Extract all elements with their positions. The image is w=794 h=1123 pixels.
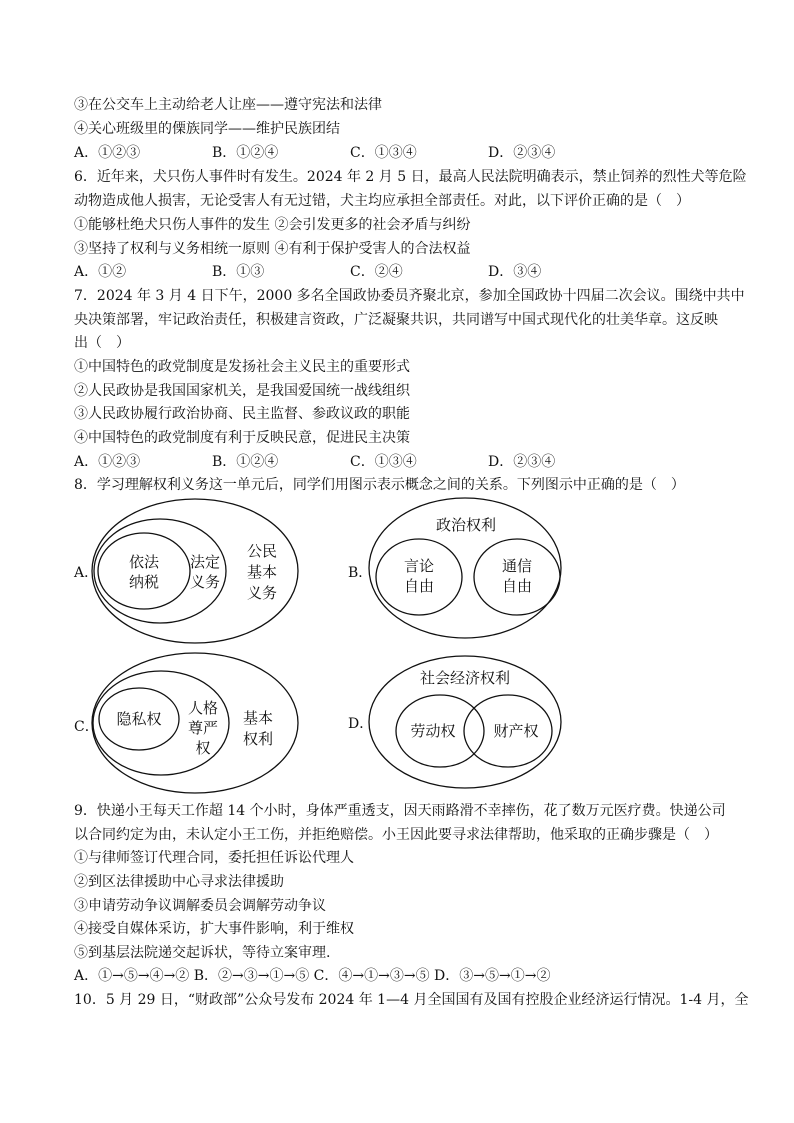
question-8-stem: 8．学习理解权利义务这一单元后，同学们用图示表示概念之间的关系。下列图示中正确的是（ ） — [74, 477, 685, 493]
diagram-c — [74, 653, 298, 793]
right-label: 通信 — [501, 557, 533, 575]
statement-line: ②人民政协是我国国家机关，是我国爱国统一战线组织 — [74, 383, 410, 399]
outer-label: 基本 — [246, 563, 278, 581]
middle-label: 法定 — [189, 553, 221, 571]
diagram-b-letter: B． — [348, 565, 373, 581]
statement-line: ③坚持了权利与义务相统一原则 ④有利于保护受害人的合法权益 — [74, 241, 471, 257]
outer-label: 基本 — [242, 709, 274, 727]
statement-line: ⑤到基层法院递交起诉状，等待立案审理. — [74, 945, 331, 961]
right-label: 自由 — [501, 577, 533, 595]
middle-label: 尊严 — [187, 719, 219, 737]
question-9-stem: 以合同约定为由，未认定小王工伤，并拒绝赔偿。小王因此要寻求法律帮助，他采取的正确步骤是（ ） — [74, 827, 718, 843]
question-6-stem: 6．近年来，犬只伤人事件时有发生。2024 年 2 月 5 日，最高人民法院明确表示，禁止饲养的烈性犬等危险 — [74, 169, 747, 185]
text-line: ③在公交车上主动给老人让座——遵守宪法和法律 — [74, 97, 382, 113]
question-7-stem: 出（ ） — [74, 335, 130, 351]
option-c: C．②④ — [350, 264, 403, 280]
outer-title: 政治权利 — [435, 516, 497, 534]
option-c: C．①③④ — [350, 454, 417, 470]
left-label: 自由 — [403, 577, 435, 595]
diagram-d — [348, 656, 561, 788]
diagram-b — [348, 498, 561, 638]
option-c: C．①③④ — [350, 145, 417, 161]
statement-line: ①与律师签订代理合同，委托担任诉讼代理人 — [74, 850, 354, 866]
option-b: B．①③ — [212, 264, 265, 280]
question-9-stem: 9．快递小王每天工作超 14 个小时，身体严重透支，因天雨路滑不幸摔伤，花了数万元医疗费。快递公司 — [74, 803, 726, 819]
middle-label: 义务 — [189, 573, 221, 591]
diagram-d-letter: D． — [348, 716, 374, 732]
diagram-a — [73, 499, 298, 643]
left-label: 劳动权 — [410, 722, 456, 740]
statement-line: ④接受自媒体采访，扩大事件影响，利于维权 — [74, 921, 354, 937]
text-line: ④关心班级里的傈族同学——维护民族团结 — [74, 121, 340, 137]
question-10-stem: 10．5 月 29 日，“财政部”公众号发布 2024 年 1—4 月全国国有及国有控股企业经济运行情况。1-4 月，全 — [74, 992, 749, 1008]
inner-ellipse — [98, 533, 190, 609]
question-6-stem: 动物造成他人损害，无论受害人有无过错，犬主均应承担全部责任。对此，以下评价正确的是（ ） — [74, 193, 690, 209]
statement-line: ③人民政协履行政治协商、民主监督、参政议政的职能 — [74, 406, 410, 422]
statement-line: ①中国特色的政党制度是发扬社会主义民主的重要形式 — [74, 359, 410, 375]
option-d: D．②③④ — [488, 454, 556, 470]
outer-label: 公民 — [246, 542, 278, 560]
outer-label: 义务 — [246, 584, 278, 602]
statement-line: ②到区法律援助中心寻求法律援助 — [74, 874, 284, 890]
statement-line: ①能够杜绝犬只伤人事件的发生 ②会引发更多的社会矛盾与纠纷 — [74, 217, 471, 233]
right-label: 财产权 — [493, 722, 539, 740]
option-d: D．③④ — [488, 264, 542, 280]
outer-label: 权利 — [242, 730, 274, 748]
option-b: B．①②④ — [212, 145, 279, 161]
diagram-c-letter: C． — [74, 719, 99, 735]
question-7-stem: 7．2024 年 3 月 4 日下午，2000 多名全国政协委员齐聚北京，参加全国政协十四届二次会议。围绕中共中 — [74, 288, 745, 304]
inner-label: 纳税 — [128, 573, 160, 591]
inner-label: 隐私权 — [116, 710, 162, 728]
outer-title: 社会经济权利 — [419, 669, 511, 687]
option-a: A．①②③ — [74, 454, 141, 470]
diagram-a-letter: A． — [74, 565, 99, 581]
statement-line: ④中国特色的政党制度有利于反映民意，促进民主决策 — [74, 430, 410, 446]
question-7-stem: 央决策部署，牢记政治责任，积极建言资政，广泛凝聚共识，共同谱写中国式现代化的壮美华章。这反映 — [74, 312, 718, 328]
left-label: 言论 — [403, 557, 435, 575]
inner-label: 依法 — [128, 553, 160, 571]
middle-label: 人格 — [187, 699, 219, 717]
option-a: A．①②③ — [74, 145, 141, 161]
option-d: D．②③④ — [488, 145, 556, 161]
option-a: A．①② — [74, 264, 127, 280]
option-b: B．①②④ — [212, 454, 279, 470]
q9-options: A．①→⑤→④→② B．②→③→①→⑤ C．④→①→③→⑤ D．③→⑤→①→② — [74, 968, 551, 984]
statement-line: ③申请劳动争议调解委员会调解劳动争议 — [74, 898, 326, 914]
middle-label: 权 — [195, 739, 211, 757]
